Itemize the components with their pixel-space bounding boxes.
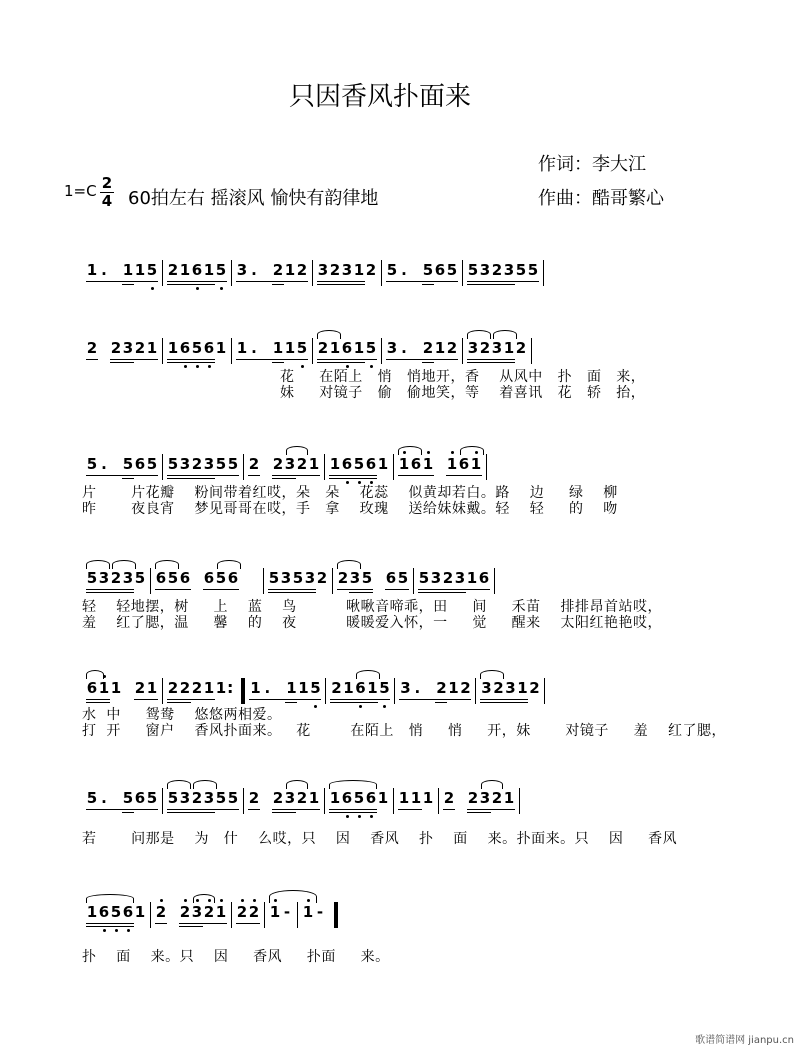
measure: 5 3 2 3 1 6: [414, 566, 494, 590]
score-line-6: [82, 786, 700, 816]
lyric-line: 花 在陌上 悄 悄地开，香 从风中 扑 面 来，: [82, 369, 646, 385]
measure: 5 . 5 6 5: [82, 452, 162, 476]
measure: 2 2 3 2 1: [439, 786, 519, 810]
measure: 1 6 5 6 1: [82, 900, 150, 924]
composer: 作曲：酷哥繁心: [538, 188, 664, 209]
measure: 2 1 6 1 5: [313, 336, 381, 360]
time-bottom: 4: [101, 192, 113, 210]
measure: 6 1 1 2 1: [82, 676, 162, 700]
lyric-line: 轻 轻地摆，树 上 蓝 鸟 啾啾音啼乖，田 间 禾苗 排排昂首站哎，: [82, 599, 662, 615]
lyric-line: 扑 面 来。只 因 香风 扑面 来。: [82, 949, 390, 965]
measure: 1 . 1 1 5: [82, 258, 162, 282]
measure: 3 2 3 1 2: [476, 676, 544, 700]
measure: 2 2 3 2 1: [82, 336, 162, 360]
measure: 5 3 2 3 5 5: [163, 452, 243, 476]
measure: 3 2 3 1 2: [463, 336, 531, 360]
song-title: 只因香风扑面来: [288, 82, 471, 112]
measure: 2 3 5 6 5: [333, 566, 413, 590]
measure: 1 -: [298, 900, 330, 924]
measure: 5 . 5 6 5: [82, 786, 162, 810]
score-line-5: [82, 676, 700, 706]
measure: 3 . 2 1 2: [232, 258, 312, 282]
watermark: 歌谱简谱网 jianpu.cn: [695, 1035, 794, 1046]
measure: 2 2: [232, 900, 264, 924]
lyricist: 作词：李大江: [538, 154, 646, 175]
lyric-line: 昨 夜良宵 梦见哥哥在哎，手 拿 玫瑰 送给妹妹戴。轻 轻 的 吻: [82, 501, 618, 517]
lyric-line: 片 片花瓣 粉间带着红哎，朵 朵 花蕊 似黄却若白。路 边 绿 柳: [82, 485, 618, 501]
measure: 1 . 1 1 5: [245, 676, 325, 700]
measure: 1 6 5 6 1: [163, 336, 231, 360]
score-line-1: [82, 258, 700, 288]
score-line-3: [82, 452, 700, 482]
measure: 2 2 3 2 1: [151, 900, 231, 924]
key-signature: 1=C: [64, 182, 97, 200]
score-line-2: [82, 336, 700, 366]
measure: 2 1 6 1 5: [163, 258, 231, 282]
measure: 3 2 3 1 2: [313, 258, 381, 282]
score-line-7: [82, 900, 700, 930]
measure: 3 . 2 1 2: [395, 676, 475, 700]
measure: 1 6 1 1 6 1: [394, 452, 486, 476]
measure: 1 1 1: [394, 786, 438, 810]
measure: 2 2 2 1 1 :: [163, 676, 237, 700]
measure: 2 2 3 2 1: [244, 452, 324, 476]
measure: 5 3 2 3 5 5: [463, 258, 543, 282]
lyric-line: 水 中 鸳鸯 悠悠两相爱。: [82, 707, 282, 723]
score-line-4: [82, 566, 700, 596]
lyric-line: 打 开 窗户 香风扑面来。 花 在陌上 悄 悄 开，妹 对镜子 羞 红了腮，: [82, 723, 726, 739]
measure: 2 1 6 1 5: [326, 676, 394, 700]
measure: 1 6 5 6 1: [325, 786, 393, 810]
time-top: 2: [101, 174, 113, 192]
measure: 2 2 3 2 1: [244, 786, 324, 810]
measure: 6 5 6 6 5 6: [151, 566, 243, 590]
measure: 5 3 5 3 2: [264, 566, 332, 590]
measure: 5 3 2 3 5 5: [163, 786, 243, 810]
lyric-line: 若 问那是 为 什 么哎，只 因 香风 扑 面 来。扑面来。只 因 香风: [82, 831, 678, 847]
measure: 1 -: [265, 900, 297, 924]
measure: 1 6 5 6 1: [325, 452, 393, 476]
lyric-line: 妹 对镜子 偷 偷地笑，等 着喜讯 花 轿 抬，: [82, 385, 646, 401]
time-signature: [100, 176, 114, 209]
tempo-marking: 60拍左右 摇滚风 愉快有韵律地: [128, 188, 379, 209]
measure: 5 . 5 6 5: [382, 258, 462, 282]
lyric-line: 羞 红了腮，温 馨 的 夜 暖暖爱入怀，一 觉 醒来 太阳红艳艳哎，: [82, 615, 662, 631]
measure: 3 . 2 1 2: [382, 336, 462, 360]
measure: 5 3 2 3 5: [82, 566, 150, 590]
measure: 1 . 1 1 5: [232, 336, 312, 360]
